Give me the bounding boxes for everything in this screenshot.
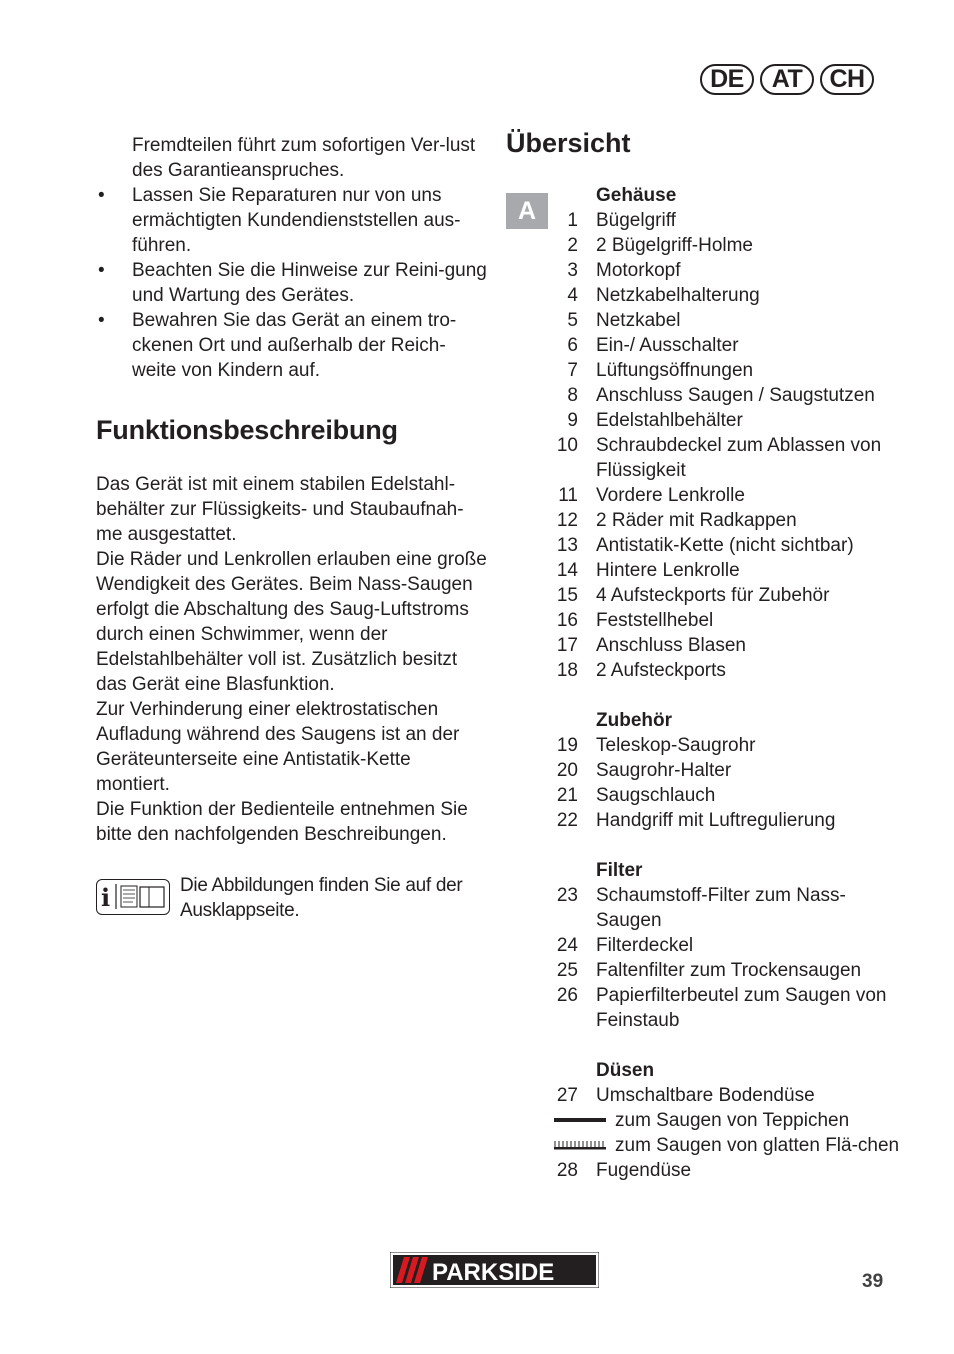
nozzle-mode-carpet <box>548 1108 908 1133</box>
item-number: 27 <box>556 1085 578 1106</box>
item-number: 1 <box>567 210 578 231</box>
nozzle-mode-hard-floor <box>548 1133 908 1158</box>
list-item <box>548 408 908 433</box>
item-text: Anschluss Saugen / Saugstutzen <box>596 385 875 406</box>
item-number: 7 <box>567 360 578 381</box>
item-number: 25 <box>556 960 578 981</box>
item-text: Teleskop-Saugrohr <box>596 735 756 756</box>
list-item <box>548 533 908 558</box>
list-item <box>548 283 908 308</box>
item-number: 14 <box>556 560 578 581</box>
item-number: 15 <box>556 585 578 606</box>
list-item <box>548 1158 908 1183</box>
item-text: Umschaltbare Bodendüse <box>596 1085 815 1106</box>
item-number: 8 <box>567 385 578 406</box>
list-item <box>548 433 908 483</box>
left-column <box>96 133 488 923</box>
list-item <box>548 758 908 783</box>
item-number: 22 <box>556 810 578 831</box>
list-item <box>548 633 908 658</box>
item-number: 10 <box>556 435 578 456</box>
continued-text: Fremdteilen führt zum sofortigen Ver-lust des Garantieanspruches. <box>132 135 476 181</box>
list-item <box>548 258 908 283</box>
list-item <box>548 508 908 533</box>
item-text: 4 Aufsteckports für Zubehör <box>596 585 830 606</box>
description-paragraph: Die Räder und Lenkrollen erlauben eine große Wendigkeit des Gerätes. Beim Nass-Saugen erfolgt die Abschaltung des Saug-Luftstroms durch einen Schwimmer, wenn der Edelstahlbehälter voll ist. Zusätzlich besitzt das Gerät eine Blasfunktion. <box>96 549 487 695</box>
bullet-text: Lassen Sie Reparaturen nur von uns ermächtigten Kundendienststellen aus-führen. <box>132 185 461 256</box>
item-text: Ein-/ Ausschalter <box>596 335 739 356</box>
bullet-symbol: • <box>98 310 105 331</box>
item-text: Faltenfilter zum Trockensaugen <box>596 960 862 981</box>
list-item <box>548 583 908 608</box>
hard-floor-mode-icon <box>554 1133 606 1158</box>
bullet-item <box>96 308 488 383</box>
list-item <box>548 608 908 633</box>
group-heading-zubehoer: Zubehör <box>596 710 672 731</box>
item-text: Netzkabel <box>596 310 681 331</box>
item-text: Schaumstoff-Filter zum Nass-Saugen <box>596 885 846 931</box>
item-text: Hintere Lenkrolle <box>596 560 740 581</box>
item-text: Antistatik-Kette (nicht sichtbar) <box>596 535 854 556</box>
info-note-text: Die Abbildungen finden Sie auf der Ausklappseite. <box>180 875 463 921</box>
group-heading-duesen: Düsen <box>596 1060 655 1081</box>
parkside-logo <box>390 1252 599 1288</box>
item-text: Bügelgriff <box>596 210 676 231</box>
item-number: 28 <box>556 1160 578 1181</box>
item-number: 20 <box>556 760 578 781</box>
item-number: 17 <box>556 635 578 656</box>
item-number: 16 <box>556 610 578 631</box>
item-number: 24 <box>556 935 578 956</box>
list-item <box>548 808 908 833</box>
item-number: 6 <box>567 335 578 356</box>
item-number: 21 <box>556 785 578 806</box>
item-number: 4 <box>567 285 578 306</box>
item-number: 19 <box>556 735 578 756</box>
bullet-text: Bewahren Sie das Gerät an einem tro-ckenen Ort und außerhalb der Reich-weite von Kindern auf. <box>132 310 457 381</box>
item-text: Handgriff mit Luftregulierung <box>596 810 836 831</box>
list-item <box>548 958 908 983</box>
bullet-symbol: • <box>98 260 105 281</box>
item-text: Saugrohr-Halter <box>596 760 732 781</box>
item-text: 2 Aufsteckports <box>596 660 726 681</box>
info-book-icon <box>96 879 170 915</box>
bullet-item <box>96 183 488 258</box>
item-text: Feststellhebel <box>596 610 714 631</box>
bullet-symbol: • <box>98 185 105 206</box>
bullet-item <box>96 258 488 308</box>
description-paragraph: Das Gerät ist mit einem stabilen Edelstahl-behälter zur Flüssigkeits- und Staubaufnah-me ausgestattet. <box>96 474 464 545</box>
language-badge-at: AT <box>760 64 814 95</box>
list-item <box>548 558 908 583</box>
list-item <box>548 333 908 358</box>
list-item <box>548 233 908 258</box>
group-heading-gehaeuse: Gehäuse <box>596 185 677 206</box>
logo-text: PARKSIDE <box>432 1259 555 1286</box>
list-item <box>548 208 908 233</box>
list-item <box>548 733 908 758</box>
item-number: 18 <box>556 660 578 681</box>
item-text: Netzkabelhalterung <box>596 285 760 306</box>
list-item <box>548 933 908 958</box>
info-note <box>96 873 488 923</box>
item-text: 2 Räder mit Radkappen <box>596 510 797 531</box>
item-text: Fugendüse <box>596 1160 692 1181</box>
list-item <box>548 483 908 508</box>
item-number: 26 <box>556 985 578 1006</box>
item-text: Lüftungsöffnungen <box>596 360 754 381</box>
item-text: Motorkopf <box>596 260 681 281</box>
bullet-text: Beachten Sie die Hinweise zur Reini-gung und Wartung des Gerätes. <box>132 260 487 306</box>
item-text: Anschluss Blasen <box>596 635 746 656</box>
list-item <box>548 358 908 383</box>
list-item <box>548 983 908 1033</box>
item-text: Saugschlauch <box>596 785 716 806</box>
description-paragraph: Zur Verhinderung einer elektrostatischen Aufladung während des Saugens ist an der Geräteunterseite eine Antistatik-Kette montiert. <box>96 699 460 795</box>
item-text: Filterdeckel <box>596 935 694 956</box>
item-text: 2 Bügelgriff-Holme <box>596 235 754 256</box>
item-number: 13 <box>556 535 578 556</box>
carpet-mode-icon <box>554 1108 606 1133</box>
item-number: 3 <box>567 260 578 281</box>
item-number: 12 <box>556 510 578 531</box>
section-title-uebersicht: Übersicht <box>506 128 631 158</box>
svg-text:i: i <box>101 883 111 912</box>
figure-label-badge: A <box>506 193 548 229</box>
item-text: zum Saugen von Teppichen <box>615 1110 850 1131</box>
list-item <box>548 883 908 933</box>
language-badge-ch: CH <box>820 64 874 95</box>
list-item <box>548 383 908 408</box>
item-number: 2 <box>567 235 578 256</box>
list-item <box>548 308 908 333</box>
page-number: 39 <box>862 1271 884 1292</box>
language-badges <box>700 64 874 95</box>
language-badge-de: DE <box>700 64 754 95</box>
list-item <box>548 658 908 683</box>
parts-list <box>548 183 908 1183</box>
list-item <box>548 1083 908 1108</box>
list-item <box>548 783 908 808</box>
group-heading-filter: Filter <box>596 860 643 881</box>
item-text: Schraubdeckel zum Ablassen von Flüssigkeit <box>596 435 882 481</box>
item-number: 9 <box>567 410 578 431</box>
description-paragraph: Die Funktion der Bedienteile entnehmen Sie bitte den nachfolgenden Beschreibungen. <box>96 799 468 845</box>
item-text: Vordere Lenkrolle <box>596 485 745 506</box>
section-title-funktionsbeschreibung: Funktionsbeschreibung <box>96 415 398 445</box>
item-number: 11 <box>558 485 578 506</box>
item-number: 23 <box>556 885 578 906</box>
item-text: Edelstahlbehälter <box>596 410 743 431</box>
item-text: zum Saugen von glatten Flä-chen <box>615 1135 900 1156</box>
item-number: 5 <box>567 310 578 331</box>
item-text: Papierfilterbeutel zum Saugen von Feinstaub <box>596 985 887 1031</box>
